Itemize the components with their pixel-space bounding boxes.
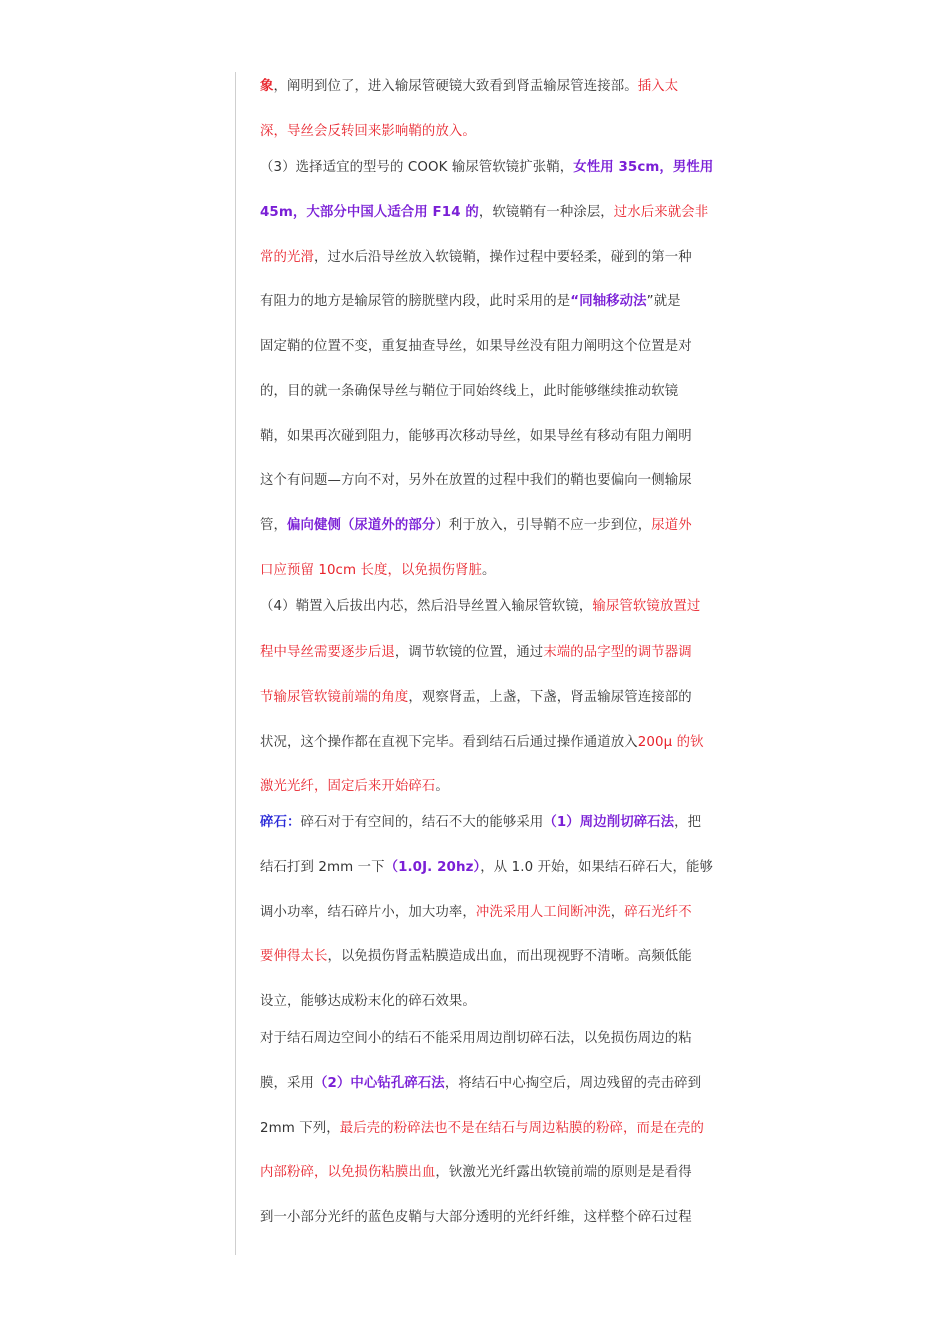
body-text: 调小功率，结石碎片小，加大功率， <box>260 905 476 920</box>
text-line <box>260 903 692 923</box>
text-line <box>260 203 708 223</box>
body-text: ，将结石中心掏空后，周边残留的壳击碎到 <box>444 1076 702 1091</box>
highlighted-text: 最后壳的粉碎法也不是在结石与周边粘膜的粉碎，而是在壳的 <box>339 1121 704 1136</box>
text-line <box>260 813 701 833</box>
body-text: ”就是 <box>646 294 681 309</box>
text-line <box>260 1163 692 1183</box>
highlighted-text: 常的光滑 <box>260 250 314 265</box>
body-text: 固定鞘的位置不变，重复抽查导丝，如果导丝没有阻力阐明这个位置是对 <box>260 339 692 354</box>
body-text: 状况，这个操作都在直视下完毕。看到结石后通过操作通道放入 <box>260 735 638 750</box>
text-line <box>260 561 495 581</box>
highlighted-text: （2）中心钻孔碎石法 <box>313 1076 445 1091</box>
body-text: ，钬激光光纤露出软镜前端的原则是是看得 <box>435 1165 692 1180</box>
highlighted-text: 女性用 35cm，男性用 <box>573 160 714 175</box>
highlighted-text: 偏向健侧（尿道外的部分 <box>286 518 436 533</box>
highlighted-text: 冲洗采用人工间断冲洗 <box>475 905 611 920</box>
body-text: 设立，能够达成粉末化的碎石效果。 <box>260 994 476 1009</box>
text-line <box>260 292 681 312</box>
text-line <box>260 1029 692 1049</box>
body-text: ，软镜鞘有一种涂层， <box>478 205 614 220</box>
body-text: 碎石对于有空间的，结石不大的能够采用 <box>300 815 544 830</box>
body-text: 膜，采用 <box>260 1076 314 1091</box>
text-line <box>260 777 449 797</box>
highlighted-text: 碎石： <box>260 815 301 830</box>
body-text: ，过水后沿导丝放入软镜鞘，操作过程中要轻柔，碰到的第一种 <box>313 250 692 265</box>
highlighted-text: “同轴移动法 <box>570 294 647 309</box>
text-line <box>260 858 713 878</box>
page-margin-rule <box>235 72 236 1255</box>
body-text: （4）鞘置入后拔出内芯，然后沿导丝置入输尿管软镜， <box>260 599 593 614</box>
highlighted-text: 节输尿管软镜前端的角度 <box>260 690 409 705</box>
text-line <box>260 688 692 708</box>
body-text: （3）选择适宜的型号的 COOK 输尿管软镜扩张鞘， <box>260 160 574 175</box>
highlighted-text: 深，导丝会反转回来影响鞘的放入。 <box>260 124 476 139</box>
highlighted-text: 200μ 的钬 <box>637 735 704 750</box>
text-line <box>260 427 692 447</box>
highlighted-text: 程中导丝需要逐步后退 <box>260 645 395 660</box>
body-text: 鞘，如果再次碰到阻力，能够再次移动导丝，如果导丝有移动有阻力阐明 <box>260 429 692 444</box>
text-line <box>260 597 700 617</box>
text-line <box>260 382 678 402</box>
body-text: 2mm 下列， <box>260 1121 340 1136</box>
body-text: 结石打到 2mm 一下 <box>260 860 385 875</box>
body-text: ，把 <box>674 815 702 830</box>
body-text: ，观察肾盂，上盏，下盏，肾盂输尿管连接部的 <box>408 690 692 705</box>
text-line <box>260 248 692 268</box>
body-text: 。 <box>435 779 449 794</box>
highlighted-text: 象 <box>260 79 274 94</box>
highlighted-text: 碎石光纤不 <box>624 905 692 920</box>
highlighted-text: （1）周边削切碎石法 <box>543 815 675 830</box>
highlighted-text: 内部粉碎，以免损伤粘膜出血 <box>260 1165 436 1180</box>
text-line <box>260 733 704 753</box>
text-line <box>260 992 476 1012</box>
text-line <box>260 1074 701 1094</box>
text-line <box>260 1208 692 1228</box>
body-text: 的，目的就一条确保导丝与鞘位于同始终线上，此时能够继续推动软镜 <box>260 384 679 399</box>
body-text: 对于结石周边空间小的结石不能采用周边削切碎石法，以免损伤周边的粘 <box>260 1031 692 1046</box>
body-text: ，阐明到位了，进入输尿管硬镜大致看到肾盂输尿管连接部。 <box>273 79 638 94</box>
text-line <box>260 1119 704 1139</box>
body-text: 到一小部分光纤的蓝色皮鞘与大部分透明的光纤纤维，这样整个碎石过程 <box>260 1210 692 1225</box>
highlighted-text: 插入太 <box>637 79 679 94</box>
highlighted-text: 输尿管软镜放置过 <box>592 599 701 614</box>
text-line <box>260 122 476 142</box>
highlighted-text: 激光光纤，固定后来开始碎石 <box>260 779 436 794</box>
text-line <box>260 516 692 536</box>
body-text: 这个有问题—方向不对，另外在放置的过程中我们的鞘也要偏向一侧输尿 <box>260 473 692 488</box>
highlighted-text: 45m，大部分中国人适合用 F14 的 <box>260 205 479 220</box>
text-line <box>260 643 692 663</box>
text-line <box>260 158 713 178</box>
highlighted-text: 口应预留 10cm 长度，以免损伤肾脏 <box>260 563 482 578</box>
text-line <box>260 471 692 491</box>
body-text: ，从 1.0 开始，如果结石碎石大，能够 <box>480 860 713 875</box>
body-text: 有阻力的地方是输尿管的膀胱壁内段，此时采用的是 <box>260 294 571 309</box>
text-line <box>260 337 692 357</box>
text-line <box>260 947 692 967</box>
highlighted-text: 过水后来就会非 <box>613 205 709 220</box>
body-text: 。 <box>481 563 496 578</box>
body-text: 管， <box>260 518 287 533</box>
body-text: ）利于放入，引导鞘不应一步到位， <box>435 518 652 533</box>
body-text: ，调节软镜的位置，通过 <box>394 645 544 660</box>
body-text: ， <box>610 905 625 920</box>
highlighted-text: 末端的品字型的调节器调 <box>543 645 692 660</box>
highlighted-text: 尿道外 <box>651 518 692 533</box>
highlighted-text: 要伸得太长 <box>260 949 328 964</box>
body-text: ，以免损伤肾盂粘膜造成出血，而出现视野不清晰。高频低能 <box>327 949 692 964</box>
text-line <box>260 77 678 97</box>
highlighted-text: （1.0J. 20hz） <box>384 860 481 875</box>
